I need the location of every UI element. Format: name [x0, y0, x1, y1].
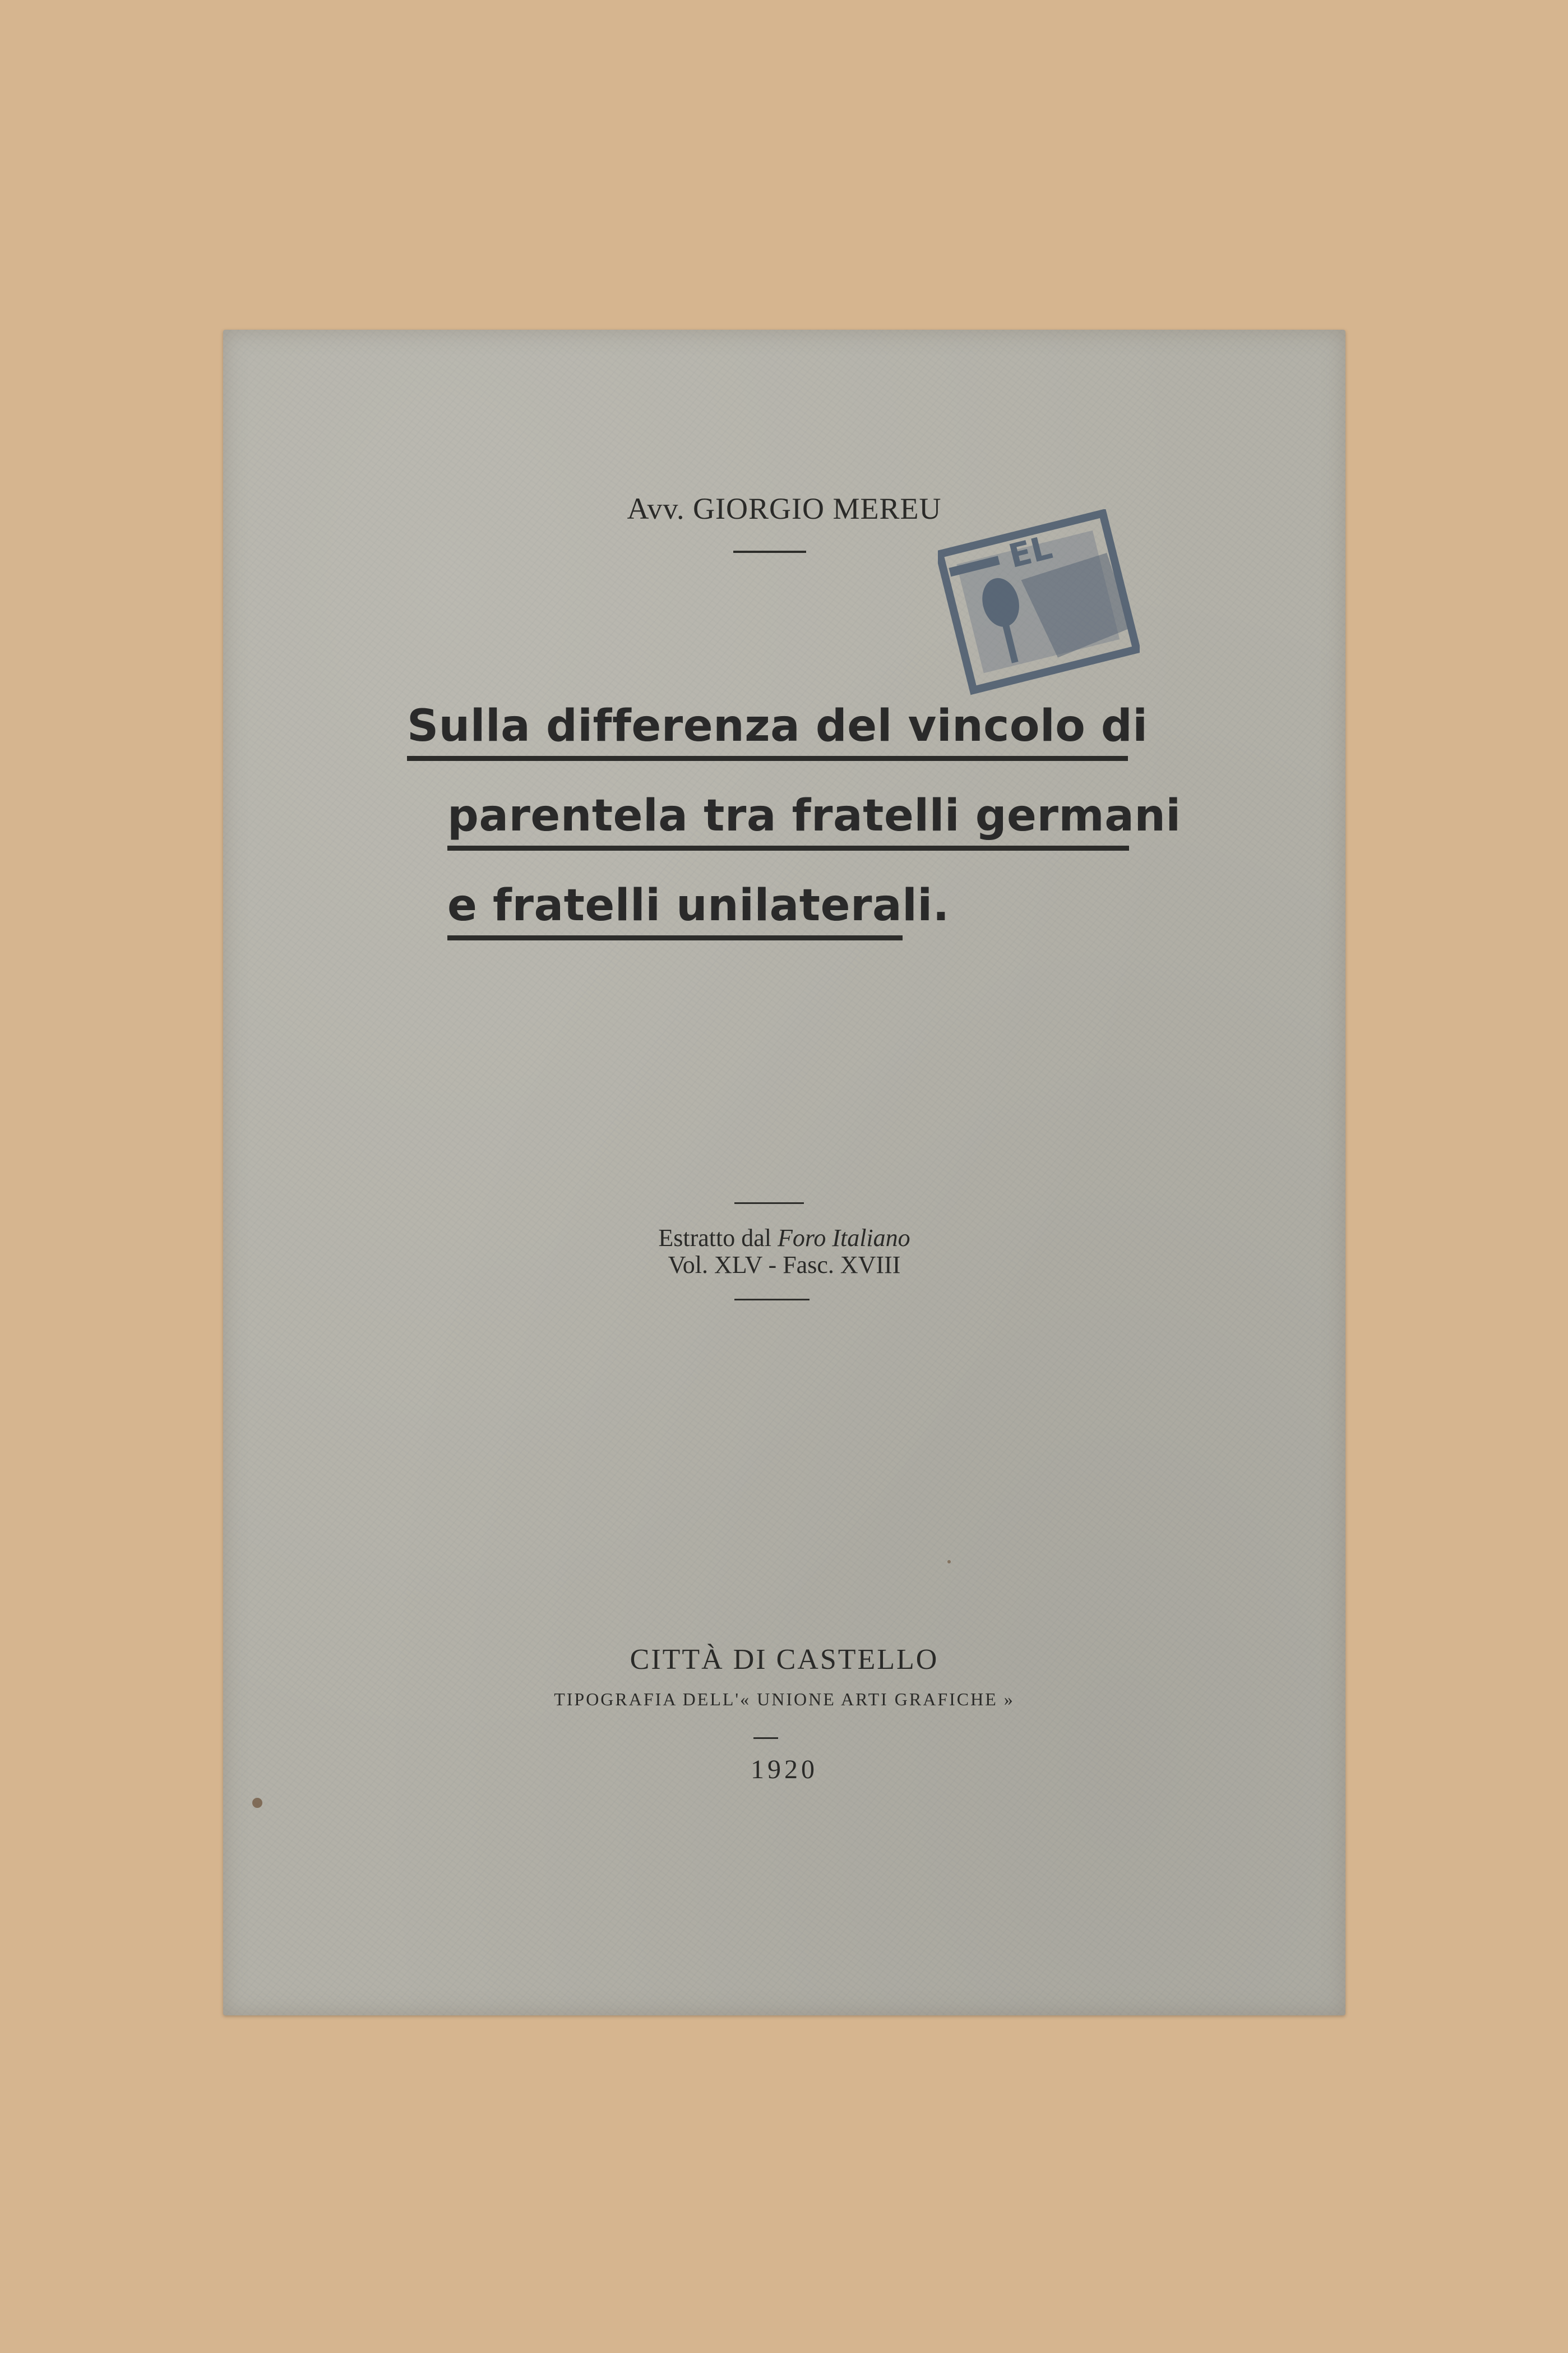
imprint-year: 1920: [751, 1755, 818, 1784]
journal-name: Foro Italiano: [777, 1224, 910, 1252]
author-name: Avv. GIORGIO MEREU: [627, 492, 942, 525]
library-stamp-icon: [938, 509, 1140, 700]
extract-prefix: Estratto dal: [658, 1224, 778, 1252]
paper-spot: [252, 1798, 262, 1808]
imprint-publisher: TIPOGRAFIA DELL'« UNIONE ARTI GRAFICHE »: [554, 1689, 1015, 1709]
stamp-text: EL: [1005, 528, 1056, 576]
booklet-cover: [223, 330, 1345, 2015]
title-line-2: parentela tra fratelli germani: [447, 791, 1181, 841]
paper-fleck: [947, 1560, 951, 1563]
title-line-3: e fratelli unilaterali.: [447, 880, 950, 931]
title-line-1: Sulla differenza del vincolo di: [407, 701, 1148, 751]
imprint-city: CITTÀ DI CASTELLO: [630, 1644, 939, 1676]
author-rule: [733, 551, 806, 553]
extract-rule-bottom: [734, 1299, 810, 1300]
title-underline-2: [447, 846, 1129, 851]
title-underline-1: [407, 756, 1128, 761]
extract-rule-top: [734, 1202, 804, 1204]
extract-line: [223, 1224, 1345, 1252]
year-dash: [753, 1737, 778, 1739]
volume-line: Vol. XLV - Fasc. XVIII: [668, 1251, 901, 1279]
title-underline-3: [447, 935, 903, 940]
